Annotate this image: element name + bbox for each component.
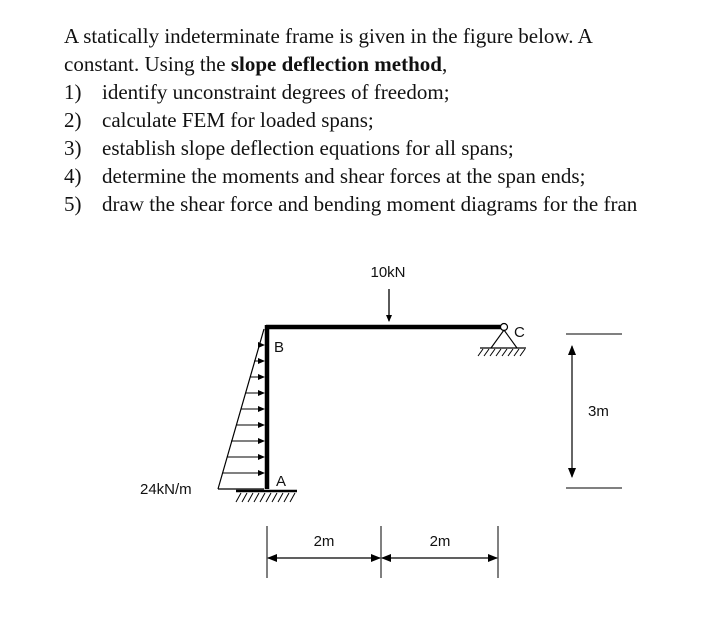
intro-line-2-prefix: constant. Using the — [64, 52, 231, 76]
step-text: draw the shear force and bending moment diagrams for the fran — [102, 192, 638, 216]
step-number: 5) — [64, 192, 82, 216]
step-text: determine the moments and shear forces at the span ends; — [102, 164, 586, 188]
step-text: identify unconstraint degrees of freedom; — [102, 80, 450, 104]
span-left-label: 2m — [313, 533, 335, 550]
step-number: 3) — [64, 136, 82, 160]
fixed-support-icon — [236, 491, 297, 502]
node-a-label: A — [276, 473, 287, 490]
distributed-load-label: 24kN/m — [140, 481, 192, 498]
step-number: 2) — [64, 108, 82, 132]
step-text: calculate FEM for loaded spans; — [102, 108, 374, 132]
span-right-label: 2m — [429, 533, 451, 550]
step-number: 4) — [64, 164, 82, 188]
method-name: slope deflection method — [230, 52, 442, 76]
node-c-label: C — [514, 324, 525, 341]
point-load-label: 10kN — [370, 264, 406, 281]
node-b-label: B — [274, 339, 285, 356]
height-label: 3m — [588, 403, 609, 420]
intro-line-1: A statically indeterminate frame is given in the figure below. A — [64, 24, 593, 48]
span-dimensions — [267, 526, 498, 578]
step-text: establish slope deflection equations for all spans; — [102, 136, 514, 160]
step-number: 1) — [64, 80, 82, 104]
intro-line-2-suffix: , — [441, 52, 448, 76]
distributed-load — [218, 329, 264, 489]
